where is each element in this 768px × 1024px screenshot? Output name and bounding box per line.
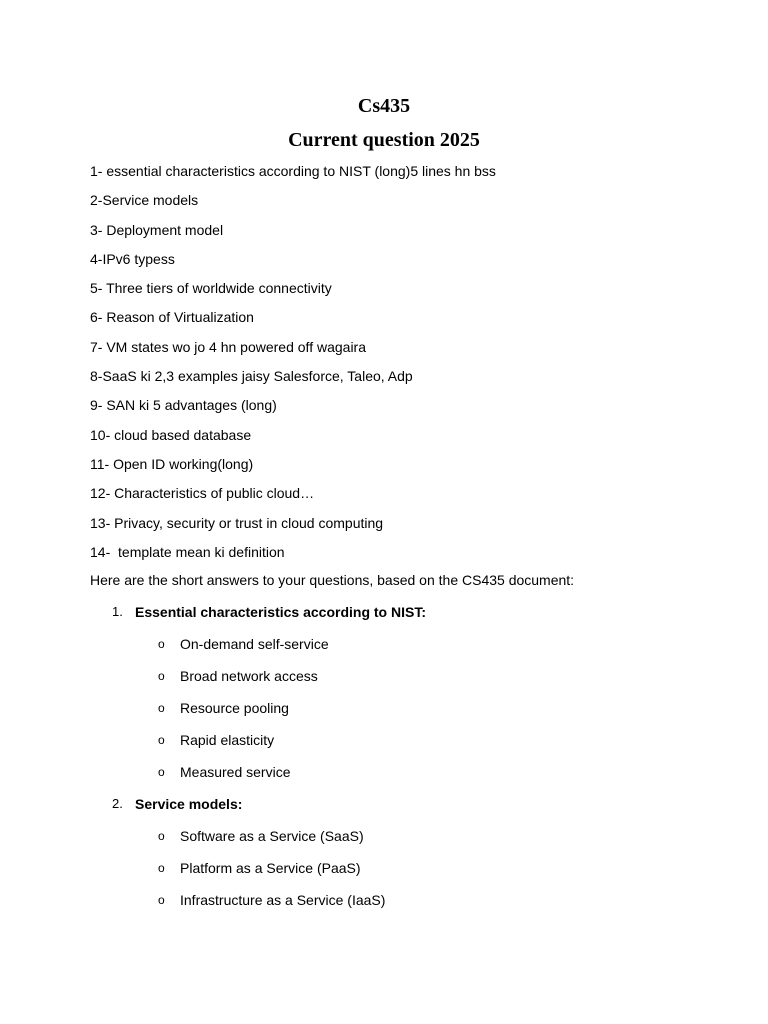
answer-list-item: Broad network access bbox=[180, 668, 318, 684]
question-item: 2-Service models bbox=[90, 192, 199, 209]
answers-intro: Here are the short answers to your questions, based on the CS435 document: bbox=[90, 572, 575, 588]
question-item: 1- essential characteristics according to NIST (long)5 lines hn bss bbox=[90, 163, 496, 179]
question-list bbox=[90, 162, 730, 572]
bullet-marker: o bbox=[158, 669, 165, 683]
answer-heading: Essential characteristics according to NIST: bbox=[135, 604, 426, 620]
bullet-marker: o bbox=[158, 829, 165, 843]
question-item: 9- SAN ki 5 advantages (long) bbox=[90, 397, 277, 414]
question-item: 4-IPv6 typess bbox=[90, 250, 175, 267]
bullet-marker: o bbox=[158, 733, 165, 747]
question-item: 8-SaaS ki 2,3 examples jaisy Salesforce, Taleo, Adp bbox=[90, 368, 413, 385]
answer-number: 1. bbox=[112, 604, 123, 619]
question-item: 12- Characteristics of public cloud… bbox=[90, 485, 315, 502]
answer-list-item: Measured service bbox=[180, 764, 291, 780]
answer-list-item: On-demand self-service bbox=[180, 636, 329, 652]
bullet-marker: o bbox=[158, 765, 165, 779]
answer-list-item: Resource pooling bbox=[180, 700, 289, 716]
answer-number: 2. bbox=[112, 796, 123, 811]
question-item: 7- VM states wo jo 4 hn powered off wagaira bbox=[90, 338, 367, 355]
document-subtitle: Current question 2025 bbox=[288, 129, 480, 151]
answer-list-item: Platform as a Service (PaaS) bbox=[180, 860, 361, 876]
answer-list-item: Rapid elasticity bbox=[180, 732, 275, 748]
question-item: 6- Reason of Virtualization bbox=[90, 309, 254, 326]
bullet-marker: o bbox=[158, 861, 165, 875]
answer-heading: Service models: bbox=[135, 796, 243, 812]
question-item: 5- Three tiers of worldwide connectivity bbox=[90, 280, 332, 297]
question-item: 3- Deployment model bbox=[90, 221, 224, 238]
question-item: 11- Open ID working(long) bbox=[90, 455, 254, 472]
bullet-marker: o bbox=[158, 893, 165, 907]
bullet-marker: o bbox=[158, 701, 165, 715]
answer-list-item: Infrastructure as a Service (IaaS) bbox=[180, 892, 386, 908]
question-item: 14- template mean ki definition bbox=[90, 543, 285, 560]
question-item: 13- Privacy, security or trust in cloud computing bbox=[90, 514, 384, 531]
question-item: 10- cloud based database bbox=[90, 426, 252, 443]
answer-list-item: Software as a Service (SaaS) bbox=[180, 828, 364, 844]
document-title: Cs435 bbox=[357, 95, 411, 117]
bullet-marker: o bbox=[158, 637, 165, 651]
